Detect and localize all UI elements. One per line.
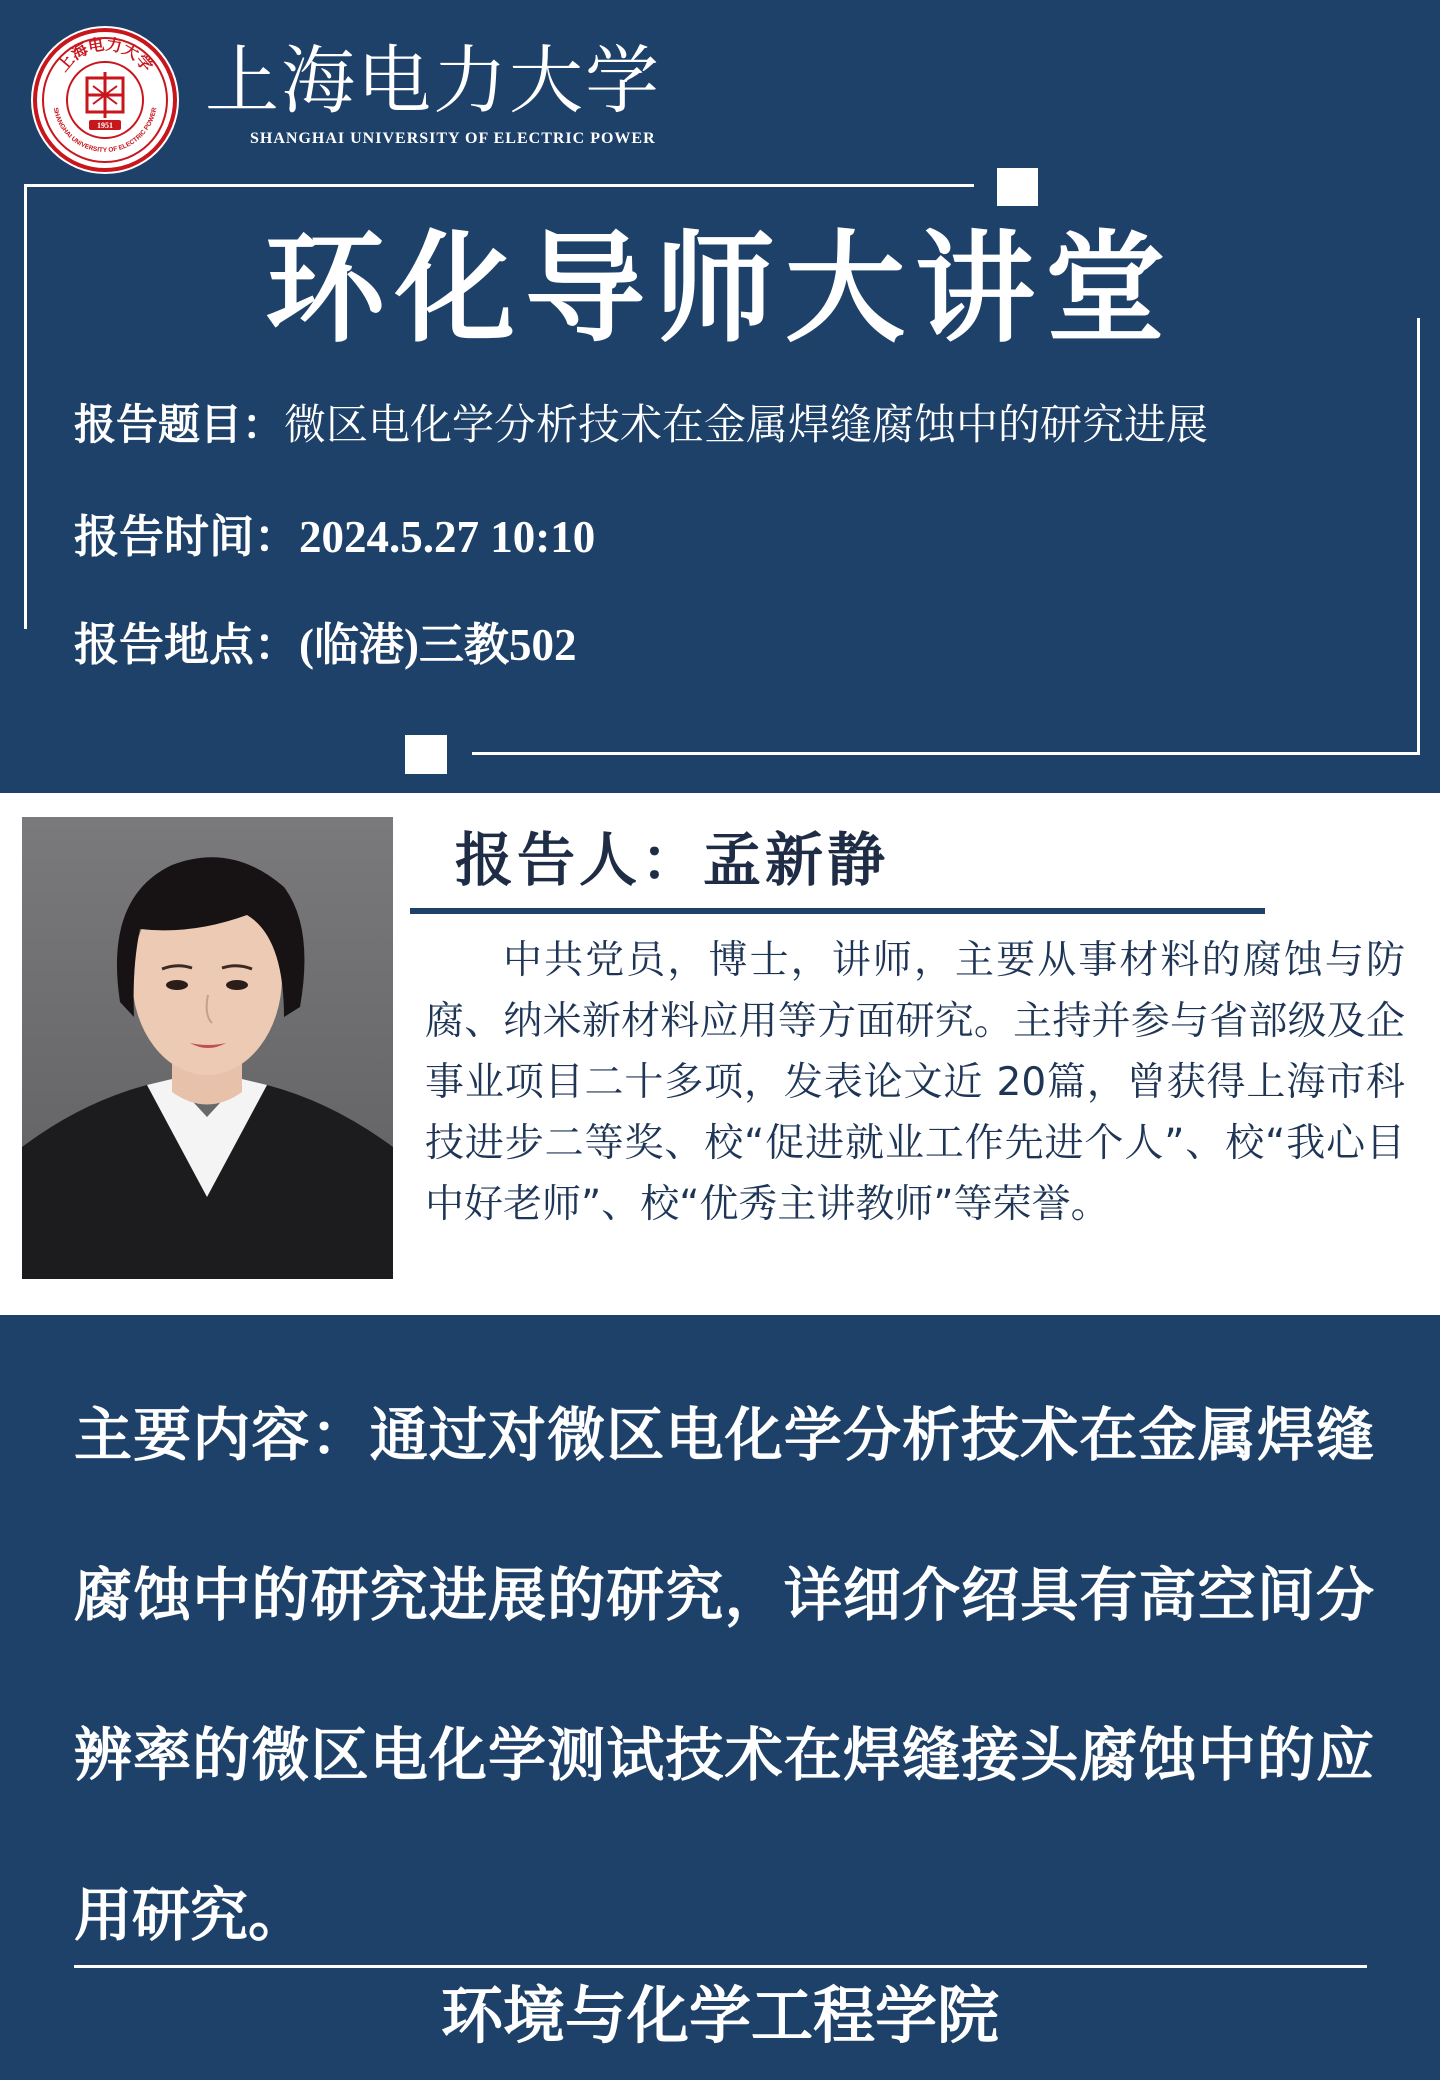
speaker-label: 报告人：	[455, 826, 704, 894]
info-time-row	[74, 510, 595, 564]
info-topic-row	[74, 400, 1208, 451]
time-value: 2024.5.27 10:10	[299, 512, 596, 562]
university-seal-icon	[31, 26, 179, 174]
frame-line-top	[24, 184, 974, 187]
footer-school-name: 环境与化学工程学院	[440, 1979, 999, 2052]
speaker-heading	[455, 826, 890, 894]
poster-header	[0, 0, 1440, 790]
speaker-section	[0, 793, 1440, 1315]
speaker-underline	[410, 908, 1265, 914]
poster-title: 环化导师大讲堂	[265, 220, 1175, 359]
footer-divider	[74, 1965, 1367, 1968]
logo-year: 1951	[97, 121, 113, 130]
frame-line-right	[1417, 318, 1420, 754]
time-label: 报告时间：	[74, 510, 300, 563]
university-logo-icon	[31, 26, 179, 174]
logo-arc-text: 上海电力大学	[53, 34, 157, 76]
university-name-en: SHANGHAI UNIVERSITY OF ELECTRIC POWER	[250, 130, 656, 147]
info-place-row	[74, 618, 577, 672]
decorative-square-top	[997, 168, 1038, 206]
topic-label: 报告题目：	[74, 400, 285, 449]
speaker-photo	[22, 817, 393, 1279]
content-label: 主要内容：	[74, 1401, 370, 1469]
content-text: 通过对微区电化学分析技术在金属焊缝腐蚀中的研究进展的研究，详细介绍具有高空间分辨率的微区电化学测试技术在焊缝接头腐蚀中的应用研究。	[74, 1401, 1374, 1949]
university-name-cn: 上海电力大学	[205, 38, 661, 124]
decorative-square-bottom	[405, 735, 447, 774]
speaker-portrait-icon	[22, 817, 393, 1279]
frame-line-bottom	[472, 752, 1420, 755]
speaker-name: 孟新静	[703, 826, 890, 894]
speaker-bio: 中共党员，博士，讲师，主要从事材料的腐蚀与防腐、纳米新材料应用等方面研究。主持并参与省部级及企事业项目二十多项，发表论文近 20篇，曾获得上海市科技进步二等奖、校“促进就业工作先进个人”、校“我心目中好老师”、校“优秀主讲教师”等荣誉。	[425, 938, 1405, 1227]
topic-value: 微区电化学分析技术在金属焊缝腐蚀中的研究进展	[284, 400, 1209, 449]
place-label: 报告地点：	[74, 618, 300, 671]
place-value: (临港)三教502	[299, 620, 577, 670]
main-content	[74, 1355, 1374, 1995]
logo-ring-text: SHANGHAI UNIVERSITY OF ELECTRIC POWER	[51, 106, 159, 155]
